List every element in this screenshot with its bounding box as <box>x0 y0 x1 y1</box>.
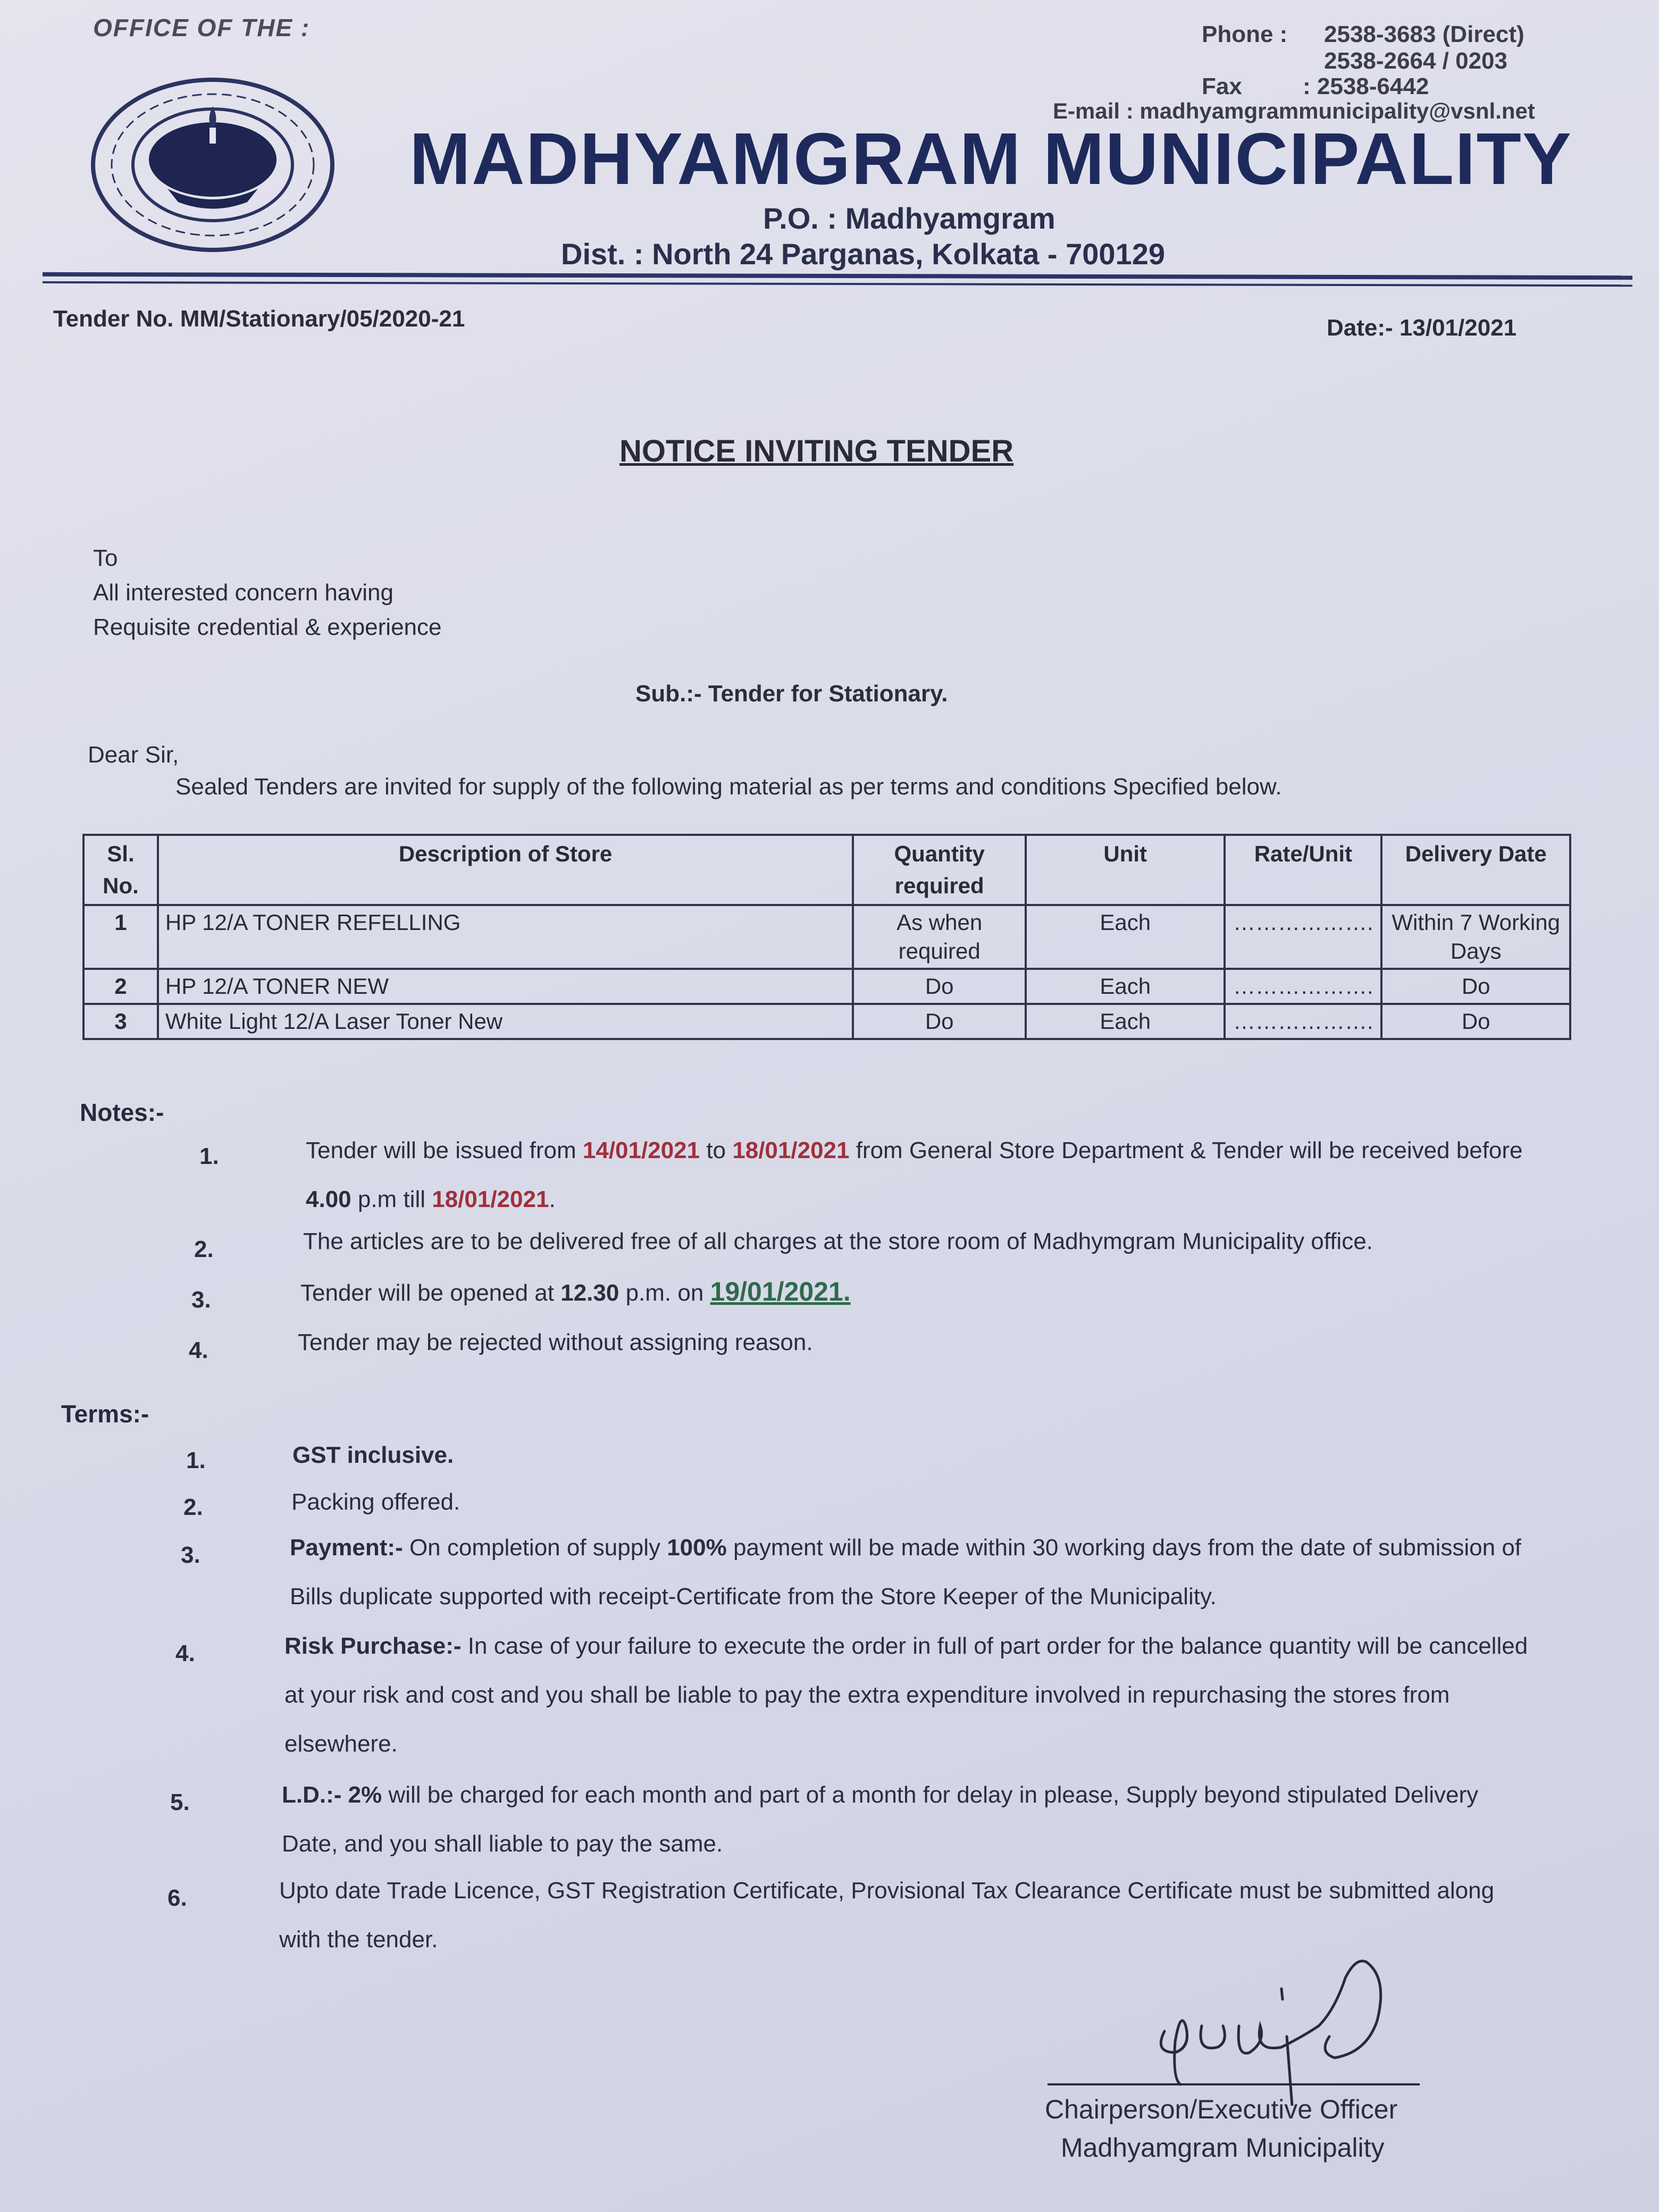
notes-heading: Notes:- <box>80 1099 164 1126</box>
table-row <box>83 969 1570 1004</box>
term-6-text-a: Upto date Trade Licence, GST Registration Certificate, Provisional Tax Clearance Certificate must be submitted along <box>279 1878 1495 1904</box>
note-1-text-a: Tender will be issued from <box>306 1137 583 1163</box>
municipality-title: MADHYAMGRAM MUNICIPALITY <box>409 118 1572 200</box>
fax-number: : 2538-6442 <box>1303 73 1429 99</box>
phone-direct: 2538-3683 (Direct) <box>1324 21 1524 47</box>
column-header: Quantity required <box>853 835 1026 905</box>
cell-description: HP 12/A TONER REFELLING <box>158 905 853 969</box>
term-4-line-2: at your risk and cost and you shall be liable to pay the extra expenditure involved in repurchasing the stores from <box>284 1682 1450 1708</box>
ld-label: L.D.:- <box>282 1782 342 1808</box>
table-row <box>83 1004 1570 1039</box>
term-number: 2. <box>183 1494 203 1520</box>
note-number: 2. <box>194 1236 214 1262</box>
intro-paragraph: Sealed Tenders are invited for supply of the following material as per terms and conditions Specified below. <box>175 774 1282 800</box>
cell-rate: ………………. <box>1225 1004 1381 1039</box>
header-rule-thin <box>43 281 1632 287</box>
address-line-2: Requisite credential & experience <box>93 614 442 640</box>
tender-number: Tender No. MM/Stationary/05/2020-21 <box>53 306 465 332</box>
payment-label: Payment:- <box>290 1535 403 1561</box>
ld-percent: 2% <box>341 1782 382 1808</box>
notice-heading: NOTICE INVITING TENDER <box>619 434 1014 468</box>
items-table <box>82 834 1571 1040</box>
address-to: To <box>93 545 118 571</box>
term-5 <box>282 1771 1579 1869</box>
term-5-text-a: will be charged for each month and part of a month for delay in please, Supply beyond stipulated Delivery <box>382 1782 1479 1808</box>
cell-rate: ………………. <box>1225 905 1381 969</box>
term-3-text-b: payment will be made within 30 working days from the date of submission of <box>726 1535 1522 1561</box>
term-number: 1. <box>186 1447 206 1473</box>
cell-unit: Each <box>1026 969 1225 1004</box>
municipality-seal-icon <box>88 74 338 255</box>
term-3 <box>290 1523 1577 1621</box>
note-3-text-a: Tender will be opened at <box>300 1280 561 1306</box>
cell-description: White Light 12/A Laser Toner New <box>158 1004 853 1039</box>
note-number: 3. <box>191 1287 211 1313</box>
cell-delivery: Do <box>1381 1004 1570 1039</box>
note-1-text-d: p.m till <box>351 1186 432 1212</box>
term-3-text-a: On completion of supply <box>403 1535 667 1561</box>
cell-delivery: Within 7 Working Days <box>1381 905 1570 969</box>
fax-label: Fax <box>1202 73 1242 99</box>
header-rule-thick <box>43 272 1632 280</box>
opening-time: 12.30 <box>560 1280 619 1306</box>
note-number: 1. <box>199 1143 219 1169</box>
cell-rate: ………………. <box>1225 969 1381 1004</box>
column-header: Description of Store <box>158 835 853 905</box>
column-header: Sl. No. <box>83 835 158 905</box>
opening-date: 19/01/2021. <box>710 1277 851 1306</box>
term-3-line-2: Bills duplicate supported with receipt-Certificate from the Store Keeper of the Municipality. <box>290 1583 1217 1610</box>
note-1-text-c: from General Store Department & Tender will be received before <box>849 1137 1523 1163</box>
district-address: Dist. : North 24 Parganas, Kolkata - 700129 <box>561 237 1165 271</box>
receipt-time: 4.00 <box>306 1186 351 1212</box>
cell-unit: Each <box>1026 905 1225 969</box>
receipt-date: 18/01/2021 <box>432 1186 549 1212</box>
payment-percent: 100% <box>667 1535 727 1561</box>
note-2: The articles are to be delivered free of all charges at the store room of Madhymgram Municipality office. <box>303 1228 1373 1254</box>
signature-line <box>1048 2083 1420 2085</box>
term-number: 4. <box>175 1640 195 1666</box>
post-office: P.O. : Madhyamgram <box>763 202 1055 235</box>
cell-quantity: Do <box>853 1004 1026 1039</box>
cell-description: HP 12/A TONER NEW <box>158 969 853 1004</box>
risk-purchase-label: Risk Purchase:- <box>284 1633 462 1659</box>
terms-heading: Terms:- <box>61 1400 149 1428</box>
note-1-text-e: . <box>549 1186 556 1212</box>
column-header: Unit <box>1026 835 1225 905</box>
cell-unit: Each <box>1026 1004 1225 1039</box>
column-header: Rate/Unit <box>1225 835 1381 905</box>
note-1-text-b: to <box>700 1137 733 1163</box>
phone-label: Phone : <box>1202 21 1288 47</box>
phone-alt: 2538-2664 / 0203 <box>1324 48 1507 74</box>
term-2: Packing offered. <box>291 1489 460 1515</box>
handwritten-signature <box>1143 1946 1441 2106</box>
term-1: GST inclusive. <box>292 1442 454 1468</box>
term-number: 3. <box>181 1542 200 1568</box>
table-row <box>83 905 1570 969</box>
signatory-organization: Madhyamgram Municipality <box>1061 2133 1385 2163</box>
signatory-title: Chairperson/Executive Officer <box>1045 2094 1398 2124</box>
term-6-line-2: with the tender. <box>279 1926 438 1953</box>
table-header-row <box>83 835 1570 905</box>
note-3-text-b: p.m. on <box>619 1280 710 1306</box>
note-number: 4. <box>189 1337 208 1363</box>
term-5-line-2: Date, and you shall liable to pay the same. <box>282 1831 723 1857</box>
notice-date: Date:- 13/01/2021 <box>1327 315 1517 341</box>
term-4-text-a: In case of your failure to execute the order in full of part order for the balance quantity will be cancelled <box>461 1633 1528 1659</box>
office-of-label: OFFICE OF THE : <box>93 14 311 41</box>
cell-delivery: Do <box>1381 969 1570 1004</box>
issue-end-date: 18/01/2021 <box>732 1137 850 1163</box>
email-address: E-mail : madhyamgrammunicipality@vsnl.net <box>1053 98 1535 123</box>
issue-start-date: 14/01/2021 <box>582 1137 700 1163</box>
cell-quantity: As when required <box>853 905 1026 969</box>
term-4 <box>284 1622 1577 1769</box>
cell-quantity: Do <box>853 969 1026 1004</box>
cell-sl: 3 <box>83 1004 158 1039</box>
subject-line: Sub.:- Tender for Stationary. <box>635 681 948 707</box>
term-number: 6. <box>167 1885 187 1911</box>
column-header: Delivery Date <box>1381 835 1570 905</box>
cell-sl: 2 <box>83 969 158 1004</box>
note-1 <box>306 1126 1582 1224</box>
term-number: 5. <box>170 1789 190 1815</box>
cell-sl: 1 <box>83 905 158 969</box>
note-4: Tender may be rejected without assigning reason. <box>298 1329 813 1355</box>
term-4-line-3: elsewhere. <box>284 1731 398 1757</box>
address-line-1: All interested concern having <box>93 580 393 606</box>
note-3 <box>300 1276 851 1307</box>
salutation: Dear Sir, <box>88 742 179 768</box>
